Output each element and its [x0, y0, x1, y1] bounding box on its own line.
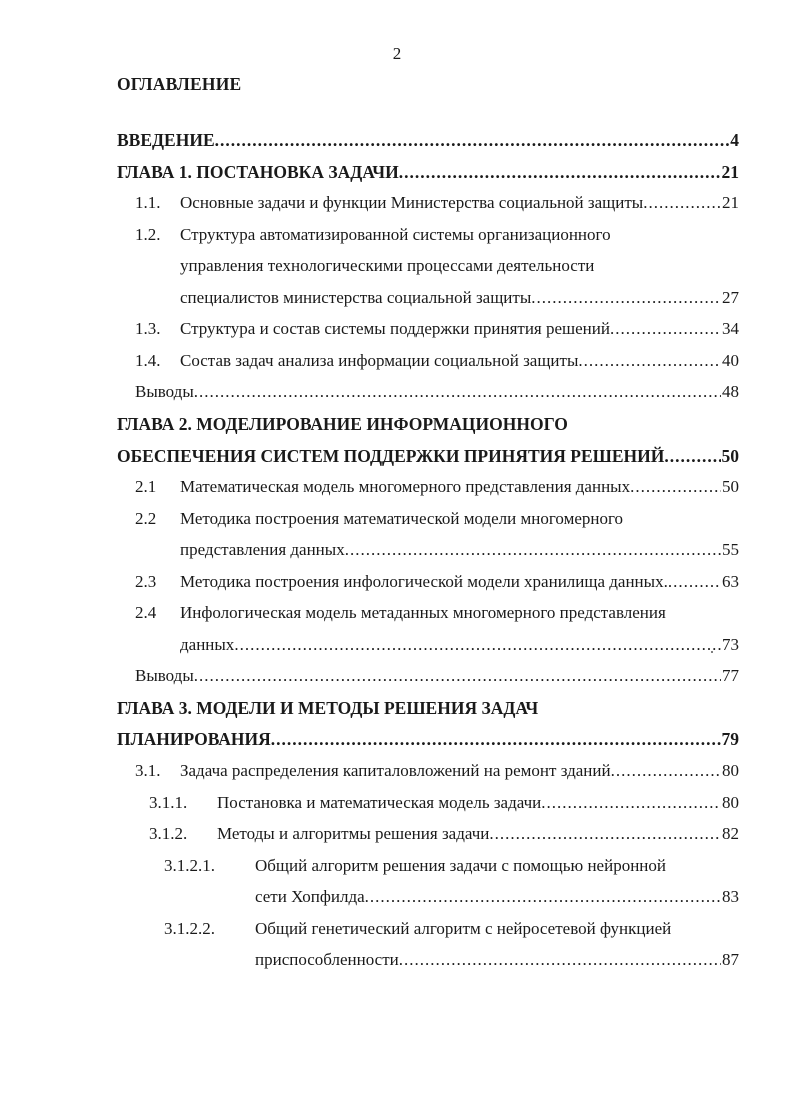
toc-entry-number: 1.4. — [135, 350, 161, 370]
toc-title: ОГЛАВЛЕНИЕ — [117, 74, 242, 94]
toc-page-number: 83 — [722, 887, 739, 907]
toc-page-number: 27 — [722, 287, 739, 307]
dot-leader — [541, 791, 721, 815]
toc-entry-line — [0, 444, 794, 468]
dot-leader — [234, 633, 721, 657]
dot-leader — [578, 349, 721, 373]
toc-entry-title: ОБЕСПЕЧЕНИЯ СИСТЕМ ПОДДЕРЖКИ ПРИНЯТИЯ РЕШЕНИЙ — [117, 445, 665, 466]
toc-entry-line — [0, 633, 794, 657]
toc-entry-title: ГЛАВА 3. МОДЕЛИ И МЕТОДЫ РЕШЕНИЯ ЗАДАЧ — [117, 697, 539, 718]
toc-page-number: 87 — [722, 950, 739, 970]
toc-entry-line — [0, 412, 794, 436]
toc-entry-title: Постановка и математическая модель задачи — [217, 792, 542, 812]
toc-page-number: 40 — [722, 350, 739, 370]
toc-page-number: 63 — [722, 571, 739, 591]
toc-entry-title: Инфологическая модель метаданных многомерного представления — [180, 603, 666, 623]
toc-entry-line — [0, 223, 794, 247]
toc-page-number: 55 — [722, 540, 739, 560]
toc-entry-line — [0, 128, 794, 152]
dot-leader — [664, 444, 720, 468]
dot-leader — [365, 885, 721, 909]
toc-entry-line — [0, 317, 794, 341]
toc-entry-line — [0, 822, 794, 846]
toc-entry-line — [0, 286, 794, 310]
toc-page-number: 21 — [722, 193, 739, 213]
toc-entry-title: Методика построения математической модели многомерного — [180, 508, 624, 528]
toc-entry-title: Математическая модель многомерного представления данных — [180, 477, 631, 497]
dot-leader — [399, 160, 721, 184]
toc-page-number: 73 — [722, 634, 739, 654]
toc-entry-title: Общий генетический алгоритм с нейросетевой функцией — [255, 918, 672, 938]
toc-entry-line — [0, 885, 794, 909]
toc-entry-title: Выводы — [135, 382, 194, 402]
toc-entry-line — [0, 254, 794, 278]
toc-entry-title: управления технологическими процессами деятельности — [180, 256, 595, 276]
toc-entry-number: 3.1.2. — [149, 824, 188, 844]
toc-entry-line — [0, 601, 794, 625]
toc-entry-line — [0, 380, 794, 404]
dot-leader — [643, 191, 721, 215]
toc-page-number: 82 — [722, 824, 739, 844]
dot-leader — [611, 759, 721, 783]
toc-entry-title: Структура автоматизированной системы организационного — [180, 224, 611, 244]
toc-entry-title: Состав задач анализа информации социальной защиты — [180, 350, 579, 370]
page-number: 2 — [392, 44, 402, 63]
dot-leader — [194, 664, 721, 688]
toc-entry-line — [0, 475, 794, 499]
toc-entry-title: сети Хопфилда — [255, 887, 365, 907]
dot-leader — [215, 128, 730, 152]
toc-entry-title: ВВЕДЕНИЕ — [117, 130, 215, 150]
toc-page-number: 79 — [721, 729, 739, 750]
toc-entry-number: 2.4 — [135, 603, 157, 623]
toc-entry-line — [0, 948, 794, 972]
toc-entry-line — [0, 507, 794, 531]
toc-page-number: 4 — [730, 130, 739, 150]
toc-entry-number: 3.1.2.2. — [164, 918, 215, 938]
toc-entry-title: Основные задачи и функции Министерства социальной защиты — [180, 193, 644, 213]
toc-entry-title: Выводы — [135, 666, 194, 686]
toc-entry-line — [0, 664, 794, 688]
toc-entry-number: 1.1. — [135, 193, 161, 213]
dot-leader — [194, 380, 721, 404]
toc-entry-title: ГЛАВА 1. ПОСТАНОВКА ЗАДАЧИ — [117, 161, 399, 182]
toc-entry-number: 3.1.2.1. — [164, 855, 215, 875]
toc-entry-title: представления данных — [180, 540, 345, 560]
dot-leader — [668, 570, 721, 594]
toc-page-number: 80 — [722, 792, 739, 812]
dot-leader — [630, 475, 721, 499]
toc-entry-number: 3.1. — [135, 761, 161, 780]
toc-entry-line — [0, 854, 794, 878]
dot-leader — [610, 317, 721, 341]
dot-leader — [531, 286, 721, 310]
toc-entry-title: специалистов министерства социальной защиты — [180, 287, 532, 307]
toc-entry-number: 2.2 — [135, 508, 157, 528]
toc-page-number: 77 — [722, 666, 739, 686]
toc-entry-title: приспособленности — [255, 950, 399, 970]
toc-entry-title: Задача распределения капиталовложений на ремонт зданий — [180, 761, 611, 780]
toc-entry-title: Методика построения инфологической модели хранилища данных. — [180, 571, 668, 591]
toc-page-number: 50 — [722, 477, 739, 497]
toc-entry-title: ПЛАНИРОВАНИЯ — [117, 729, 271, 750]
toc-entry-number: 2.3 — [135, 571, 157, 591]
toc-page-number: 48 — [722, 382, 739, 402]
toc-page-number: 34 — [722, 319, 739, 339]
dot-leader — [489, 822, 721, 846]
toc-page-number: 21 — [721, 161, 739, 182]
toc-page-number: 80 — [722, 761, 739, 780]
dot-leader — [271, 727, 721, 751]
toc-entry-line — [0, 917, 794, 941]
toc-entry-line — [0, 791, 794, 815]
toc-entry-title: Методы и алгоритмы решения задачи — [217, 824, 490, 844]
toc-entry-line — [0, 727, 794, 751]
dot-leader — [399, 948, 721, 972]
toc-entry-number: 3.1.1. — [149, 792, 188, 812]
toc-entry-title: данных — [180, 634, 235, 654]
toc-entry-line — [0, 538, 794, 562]
toc-entry-line — [0, 696, 794, 720]
toc-page-number: 50 — [721, 445, 739, 466]
toc-entry-number: 1.2. — [135, 224, 161, 244]
toc-entry-title: Структура и состав системы поддержки принятия решений — [180, 319, 610, 339]
toc-entry-line — [0, 191, 794, 215]
dot-leader — [345, 538, 721, 562]
toc-entry-title: Общий алгоритм решения задачи с помощью нейронной — [255, 855, 666, 875]
toc-entry-line — [0, 570, 794, 594]
scan-artifact-dot — [711, 651, 713, 653]
toc-entry-number: 1.3. — [135, 319, 161, 339]
toc-entry-line — [0, 759, 794, 783]
toc-entry-number: 2.1 — [135, 477, 157, 497]
toc-entry-title: ГЛАВА 2. МОДЕЛИРОВАНИЕ ИНФОРМАЦИОННОГО — [117, 413, 568, 434]
toc-entry-line — [0, 160, 794, 184]
toc-entry-line — [0, 349, 794, 373]
